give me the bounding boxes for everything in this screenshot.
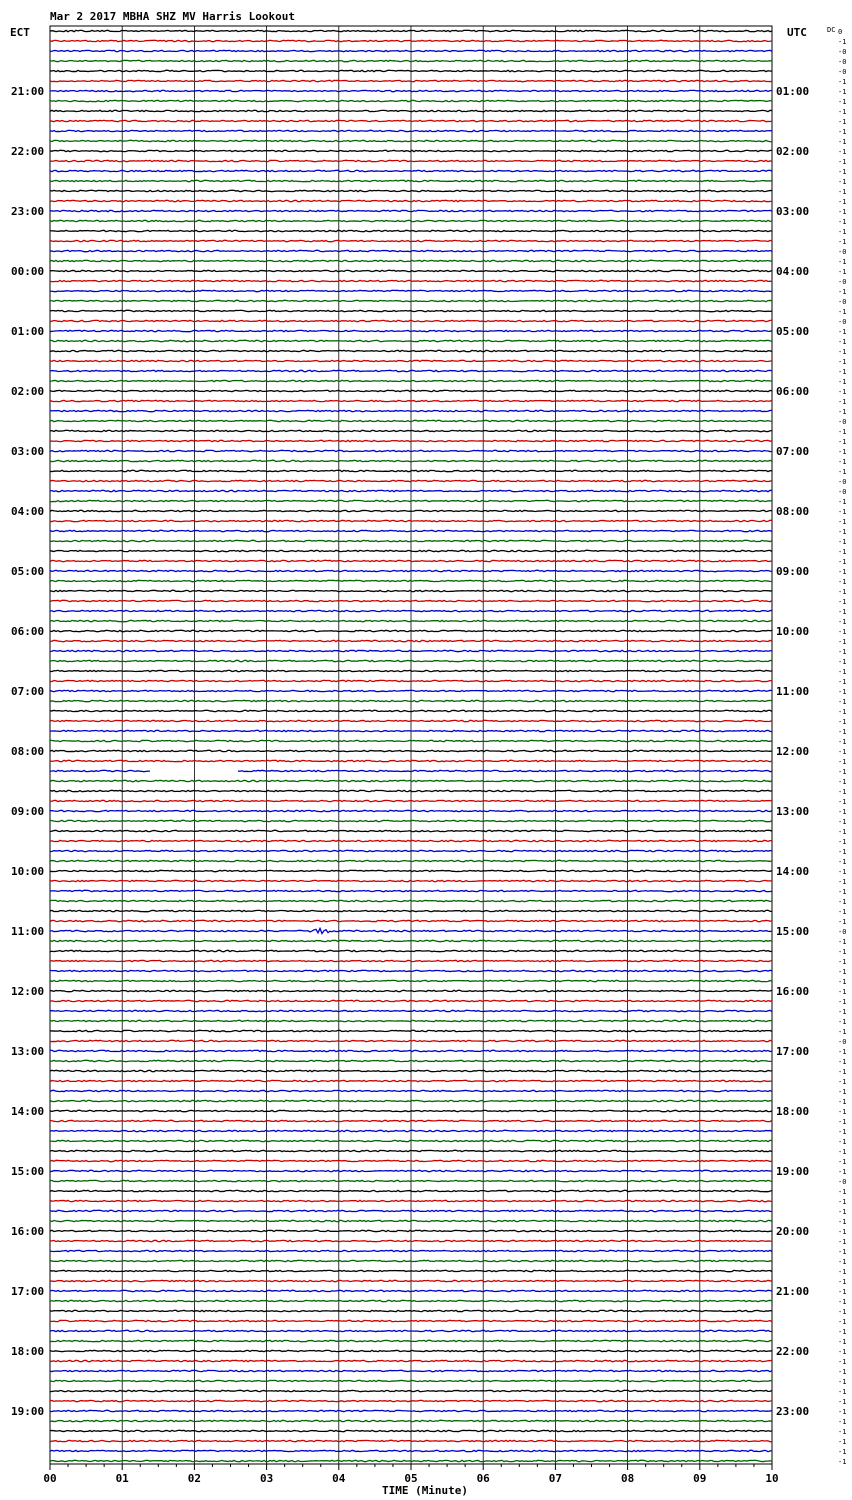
dc-offset-label: -1 (838, 198, 847, 206)
dc-offset-label: -1 (838, 958, 847, 966)
right-time-label: 09:00 (776, 565, 810, 578)
dc-offset-label: -1 (838, 1448, 847, 1456)
dc-offset-label: -1 (838, 38, 847, 46)
right-time-label: 06:00 (776, 385, 810, 398)
x-tick-label: 01 (115, 1472, 129, 1485)
trace-130 (50, 1330, 772, 1331)
dc-offset-label: -1 (838, 128, 847, 136)
dc-offset-label: -1 (838, 638, 847, 646)
right-time-label: 02:00 (776, 145, 810, 158)
dc-offset-label: -1 (838, 1088, 847, 1096)
trace-76 (50, 790, 772, 791)
left-time-label: 14:00 (11, 1105, 45, 1118)
left-time-label: 23:00 (11, 205, 45, 218)
dc-offset-label: -1 (838, 438, 847, 446)
dc-offset-label: -1 (838, 1458, 847, 1466)
x-tick-label: 08 (620, 1472, 635, 1485)
x-tick-label: 00 (43, 1472, 57, 1485)
dc-offset-label: -1 (838, 598, 847, 606)
dc-offset-label: -1 (838, 1078, 847, 1086)
dc-offset-label: -1 (838, 608, 847, 616)
right-time-label: 12:00 (776, 745, 810, 758)
dc-offset-label: -1 (838, 1238, 847, 1246)
dc-offset-label: -1 (838, 468, 847, 476)
dc-offset-labels (838, 28, 846, 1466)
x-tick-label: 06 (476, 1472, 490, 1485)
dc-offset-label: -1 (838, 338, 847, 346)
dc-offset-label: -1 (838, 1168, 847, 1176)
trace-56 (50, 590, 772, 591)
trace-99 (50, 1020, 772, 1021)
trace-95 (50, 980, 772, 981)
left-time-label: 07:00 (11, 685, 45, 698)
trace-24 (50, 270, 772, 271)
x-tick-label: 10 (765, 1472, 779, 1485)
right-time-label: 04:00 (776, 265, 810, 278)
trace-140 (50, 1430, 772, 1431)
trace-86 (50, 890, 772, 891)
dc-offset-label: -0 (838, 928, 847, 936)
trace-59 (50, 620, 772, 621)
trace-69 (50, 720, 772, 721)
dc-offset-label: -1 (838, 178, 847, 186)
trace-1 (50, 40, 772, 41)
right-time-label: 03:00 (776, 205, 810, 218)
dc-label: DC (827, 26, 836, 34)
dc-offset-label: -1 (838, 118, 847, 126)
dc-offset-label: -1 (838, 408, 847, 416)
dc-offset-label: -1 (838, 808, 847, 816)
dc-offset-label: -1 (838, 518, 847, 526)
trace-50 (50, 530, 772, 531)
dc-offset-label: -1 (838, 1388, 847, 1396)
right-time-label: 18:00 (776, 1105, 810, 1118)
right-time-label: 01:00 (776, 85, 810, 98)
dc-offset-label: -1 (838, 1008, 847, 1016)
left-time-label: 15:00 (11, 1165, 45, 1178)
trace-70 (50, 730, 772, 731)
left-time-label: 18:00 (11, 1345, 45, 1358)
trace-73 (50, 760, 772, 761)
dc-offset-label: -1 (838, 528, 847, 536)
trace-102 (50, 1050, 772, 1051)
trace-32 (50, 350, 772, 351)
trace-60 (50, 630, 772, 631)
trace-6 (50, 90, 772, 91)
trace-13 (50, 160, 772, 161)
dc-offset-label: -1 (838, 1098, 847, 1106)
right-time-label: 20:00 (776, 1225, 810, 1238)
dc-offset-label: -0 (838, 58, 847, 66)
trace-54 (50, 570, 772, 571)
right-time-label: 10:00 (776, 625, 810, 638)
trace-141 (50, 1440, 772, 1441)
left-time-label: 03:00 (11, 445, 45, 458)
dc-offset-label: -0 (838, 1178, 847, 1186)
dc-offset-label: -1 (838, 1158, 847, 1166)
x-tick-label: 07 (548, 1472, 563, 1485)
right-time-label: 13:00 (776, 805, 810, 818)
dc-offset-label: -1 (838, 1058, 847, 1066)
dc-offset-label: -1 (838, 1348, 847, 1356)
dc-offset-label: -1 (838, 1028, 847, 1036)
dc-offset-label: -0 (838, 418, 847, 426)
trace-11 (50, 140, 772, 141)
left-time-label: 01:00 (11, 325, 45, 338)
trace-117 (50, 1200, 772, 1201)
dc-offset-label: -1 (838, 1308, 847, 1316)
right-time-label: 21:00 (776, 1285, 810, 1298)
trace-53 (50, 560, 772, 561)
x-tick-label: 02 (187, 1472, 202, 1485)
trace-88 (50, 910, 772, 911)
dc-offset-label: -1 (838, 1248, 847, 1256)
dc-offset-label: -1 (838, 678, 847, 686)
dc-offset-label: -1 (838, 378, 847, 386)
dc-offset-label: -1 (838, 1268, 847, 1276)
left-time-label: 17:00 (11, 1285, 45, 1298)
dc-offset-label: -1 (838, 918, 847, 926)
dc-offset-label: -1 (838, 658, 847, 666)
dc-offset-label: -1 (838, 888, 847, 896)
left-time-label: 05:00 (11, 565, 45, 578)
trace-14 (50, 170, 772, 171)
dc-offset-label: -1 (838, 1328, 847, 1336)
trace-9 (50, 120, 772, 121)
trace-85 (50, 880, 772, 881)
trace-116 (50, 1190, 772, 1191)
dc-offset-label: -0 (838, 278, 847, 286)
dc-offset-label: -1 (838, 1128, 847, 1136)
left-time-label: 04:00 (11, 505, 45, 518)
right-time-label: 07:00 (776, 445, 810, 458)
dc-offset-label: -1 (838, 648, 847, 656)
trace-46 (50, 490, 772, 491)
trace-33 (50, 360, 772, 361)
dc-offset-label: -1 (838, 508, 847, 516)
dc-offset-label: -1 (838, 688, 847, 696)
dc-offset-label: -1 (838, 1408, 847, 1416)
right-time-label: 08:00 (776, 505, 810, 518)
trace-57 (50, 600, 772, 601)
dc-offset-label: -1 (838, 328, 847, 336)
trace-28 (50, 310, 772, 311)
dc-offset-label: -1 (838, 108, 847, 116)
right-time-label: 17:00 (776, 1045, 810, 1058)
trace-113 (50, 1160, 772, 1161)
dc-offset-label: -0 (838, 68, 847, 76)
dc-offset-label: -0 (838, 48, 847, 56)
dc-offset-label: -1 (838, 388, 847, 396)
x-tick-label: 03 (259, 1472, 274, 1485)
dc-offset-label: -1 (838, 1288, 847, 1296)
dc-offset-label: -0 (838, 298, 847, 306)
trace-47 (50, 500, 772, 501)
left-time-label: 00:00 (11, 265, 45, 278)
dc-offset-label: -1 (838, 778, 847, 786)
dc-offset-label: -1 (838, 988, 847, 996)
trace-20 (50, 230, 772, 231)
dc-offset-label: -1 (838, 788, 847, 796)
trace-25 (50, 280, 772, 281)
dc-offset-label: -1 (838, 998, 847, 1006)
dc-offset-label: -0 (838, 1038, 847, 1046)
trace-36 (50, 390, 772, 391)
right-time-label: 16:00 (776, 985, 810, 998)
dc-offset-label: -1 (838, 98, 847, 106)
trace-120 (50, 1230, 772, 1231)
trace-45 (50, 480, 772, 481)
left-time-label: 11:00 (11, 925, 45, 938)
dc-offset-label: -1 (838, 878, 847, 886)
trace-75 (50, 780, 772, 781)
left-timezone-label: ECT (10, 26, 30, 39)
trace-124 (50, 1270, 772, 1271)
trace-93 (50, 960, 772, 961)
dc-offset-label: -1 (838, 798, 847, 806)
trace-44 (50, 470, 772, 471)
dc-offset-label: -1 (838, 1148, 847, 1156)
dc-offset-label: -1 (838, 588, 847, 596)
right-time-label: 15:00 (776, 925, 810, 938)
right-time-label: 19:00 (776, 1165, 810, 1178)
right-timezone-label: UTC (787, 26, 807, 39)
left-time-label: 09:00 (11, 805, 45, 818)
trace-7 (50, 100, 772, 101)
dc-offset-label: -1 (838, 1378, 847, 1386)
trace-16 (50, 190, 772, 191)
right-time-label: 14:00 (776, 865, 810, 878)
dc-offset-label: -1 (838, 838, 847, 846)
dc-offset-label: -1 (838, 1218, 847, 1226)
dc-offset-label: -1 (838, 1428, 847, 1436)
dc-offset-label: -1 (838, 218, 847, 226)
trace-78 (50, 810, 772, 811)
dc-offset-label: -1 (838, 1338, 847, 1346)
dc-offset-label: -1 (838, 538, 847, 546)
dc-offset-label: -1 (838, 148, 847, 156)
trace-128 (50, 1310, 772, 1311)
dc-offset-label: -0 (838, 318, 847, 326)
dc-offset-label: -1 (838, 78, 847, 86)
x-tick-label: 04 (332, 1472, 346, 1485)
dc-offset-label: -1 (838, 628, 847, 636)
dc-offset-label: -1 (838, 568, 847, 576)
dc-offset-label: -1 (838, 818, 847, 826)
dc-offset-label: -1 (838, 948, 847, 956)
trace-23 (50, 260, 772, 261)
trace-100 (50, 1030, 772, 1031)
dc-offset-label: -1 (838, 1208, 847, 1216)
trace-133 (50, 1360, 772, 1361)
trace-137 (50, 1400, 772, 1401)
dc-offset-label: -1 (838, 848, 847, 856)
left-time-label: 02:00 (11, 385, 45, 398)
dc-offset-label: -1 (838, 398, 847, 406)
dc-offset-label: -1 (838, 668, 847, 676)
dc-offset-label: -0 (838, 478, 847, 486)
dc-offset-label: -1 (838, 358, 847, 366)
dc-offset-label: -1 (838, 758, 847, 766)
dc-offset-label: -1 (838, 458, 847, 466)
trace-107 (50, 1100, 772, 1101)
x-tick-label: 09 (693, 1472, 707, 1485)
dc-offset-label: -1 (838, 1358, 847, 1366)
trace-115 (50, 1180, 772, 1181)
trace-143 (50, 1460, 772, 1461)
trace-119 (50, 1220, 772, 1221)
dc-offset-label: -1 (838, 1068, 847, 1076)
dc-offset-label: -1 (838, 728, 847, 736)
dc-offset-label: -1 (838, 1228, 847, 1236)
left-time-label: 10:00 (11, 865, 45, 878)
dc-offset-label: -1 (838, 718, 847, 726)
dc-offset-label: -1 (838, 258, 847, 266)
trace-89 (50, 920, 772, 921)
trace-104 (50, 1070, 772, 1071)
dc-offset-label: -1 (838, 1418, 847, 1426)
trace-136 (50, 1390, 772, 1391)
trace-125 (50, 1280, 772, 1281)
dc-offset-label: -1 (838, 708, 847, 716)
trace-80 (50, 830, 772, 831)
dc-offset-label: -1 (838, 1438, 847, 1446)
dc-offset-label: -1 (838, 1318, 847, 1326)
dc-offset-label: -1 (838, 868, 847, 876)
left-time-label: 19:00 (11, 1405, 45, 1418)
right-time-label: 22:00 (776, 1345, 810, 1358)
dc-offset-label: -1 (838, 1188, 847, 1196)
left-time-label: 13:00 (11, 1045, 45, 1058)
dc-offset-label: -1 (838, 498, 847, 506)
trace-134 (50, 1370, 772, 1371)
trace-64 (50, 670, 772, 671)
dc-offset-label: -1 (838, 138, 847, 146)
trace-62 (50, 650, 772, 651)
trace-72 (50, 750, 772, 751)
trace-87 (50, 900, 772, 901)
dc-offset-label: -1 (838, 768, 847, 776)
left-time-label: 16:00 (11, 1225, 45, 1238)
dc-offset-label: -0 (838, 248, 847, 256)
trace-139 (50, 1420, 772, 1421)
dc-offset-label: -1 (838, 898, 847, 906)
plot-title: Mar 2 2017 MBHA SHZ MV Harris Lookout (50, 10, 296, 23)
dc-offset-label: -1 (838, 88, 847, 96)
dc-offset-label: -1 (838, 828, 847, 836)
dc-offset-label: -1 (838, 368, 847, 376)
right-time-labels (776, 85, 809, 1418)
trace-127 (50, 1300, 772, 1301)
right-time-label: 23:00 (776, 1405, 810, 1418)
left-time-label: 06:00 (11, 625, 45, 638)
trace-12 (50, 150, 772, 151)
dc-offset-label: -1 (838, 1138, 847, 1146)
dc-offset-label: -1 (838, 1278, 847, 1286)
dc-offset-label: -1 (838, 268, 847, 276)
trace-55 (50, 580, 772, 581)
dc-offset-label: -1 (838, 578, 847, 586)
dc-offset-label: -0 (838, 488, 847, 496)
trace-19 (50, 220, 772, 221)
dc-offset-label: -1 (838, 748, 847, 756)
trace-142 (50, 1450, 772, 1451)
dc-offset-label: -1 (838, 978, 847, 986)
left-time-label: 22:00 (11, 145, 45, 158)
dc-offset-label: 0 (838, 28, 843, 36)
x-axis-label: TIME (Minute) (381, 1484, 469, 1497)
x-axis-ticks (43, 1464, 778, 1485)
dc-offset-label: -1 (838, 548, 847, 556)
trace-138 (50, 1410, 772, 1411)
dc-offset-label: -1 (838, 428, 847, 436)
dc-offset-label: -1 (838, 1198, 847, 1206)
trace-108 (50, 1110, 772, 1111)
dc-offset-label: -1 (838, 698, 847, 706)
dc-offset-label: -1 (838, 1018, 847, 1026)
x-tick-label: 05 (404, 1472, 418, 1485)
left-time-label: 21:00 (11, 85, 45, 98)
right-time-label: 05:00 (776, 325, 810, 338)
dc-offset-label: -1 (838, 908, 847, 916)
trace-52 (50, 550, 772, 551)
dc-offset-label: -1 (838, 938, 847, 946)
trace-84 (50, 870, 772, 871)
dc-offset-label: -1 (838, 1118, 847, 1126)
dc-offset-label: -1 (838, 968, 847, 976)
dc-offset-label: -1 (838, 238, 847, 246)
dc-offset-label: -1 (838, 168, 847, 176)
dc-offset-label: -1 (838, 738, 847, 746)
dc-offset-label: -1 (838, 308, 847, 316)
dc-offset-label: -1 (838, 1298, 847, 1306)
trace-49 (50, 520, 772, 521)
dc-offset-label: -1 (838, 1398, 847, 1406)
dc-offset-label: -1 (838, 158, 847, 166)
dc-offset-label: -1 (838, 288, 847, 296)
trace-35 (50, 380, 772, 381)
right-time-label: 11:00 (776, 685, 810, 698)
dc-offset-label: -1 (838, 228, 847, 236)
trace-15 (50, 180, 772, 181)
dc-offset-label: -1 (838, 208, 847, 216)
dc-offset-label: -1 (838, 1108, 847, 1116)
dc-offset-label: -1 (838, 858, 847, 866)
dc-offset-label: -1 (838, 558, 847, 566)
trace-31 (50, 340, 772, 341)
dc-offset-label: -1 (838, 1048, 847, 1056)
left-time-label: 12:00 (11, 985, 45, 998)
dc-offset-label: -1 (838, 1258, 847, 1266)
dc-offset-label: -1 (838, 188, 847, 196)
dc-offset-label: -1 (838, 448, 847, 456)
dc-offset-label: -1 (838, 348, 847, 356)
trace-82 (50, 850, 772, 851)
dc-offset-label: -1 (838, 1368, 847, 1376)
dc-offset-label: -1 (838, 618, 847, 626)
left-time-labels (11, 85, 44, 1418)
left-time-label: 08:00 (11, 745, 45, 758)
